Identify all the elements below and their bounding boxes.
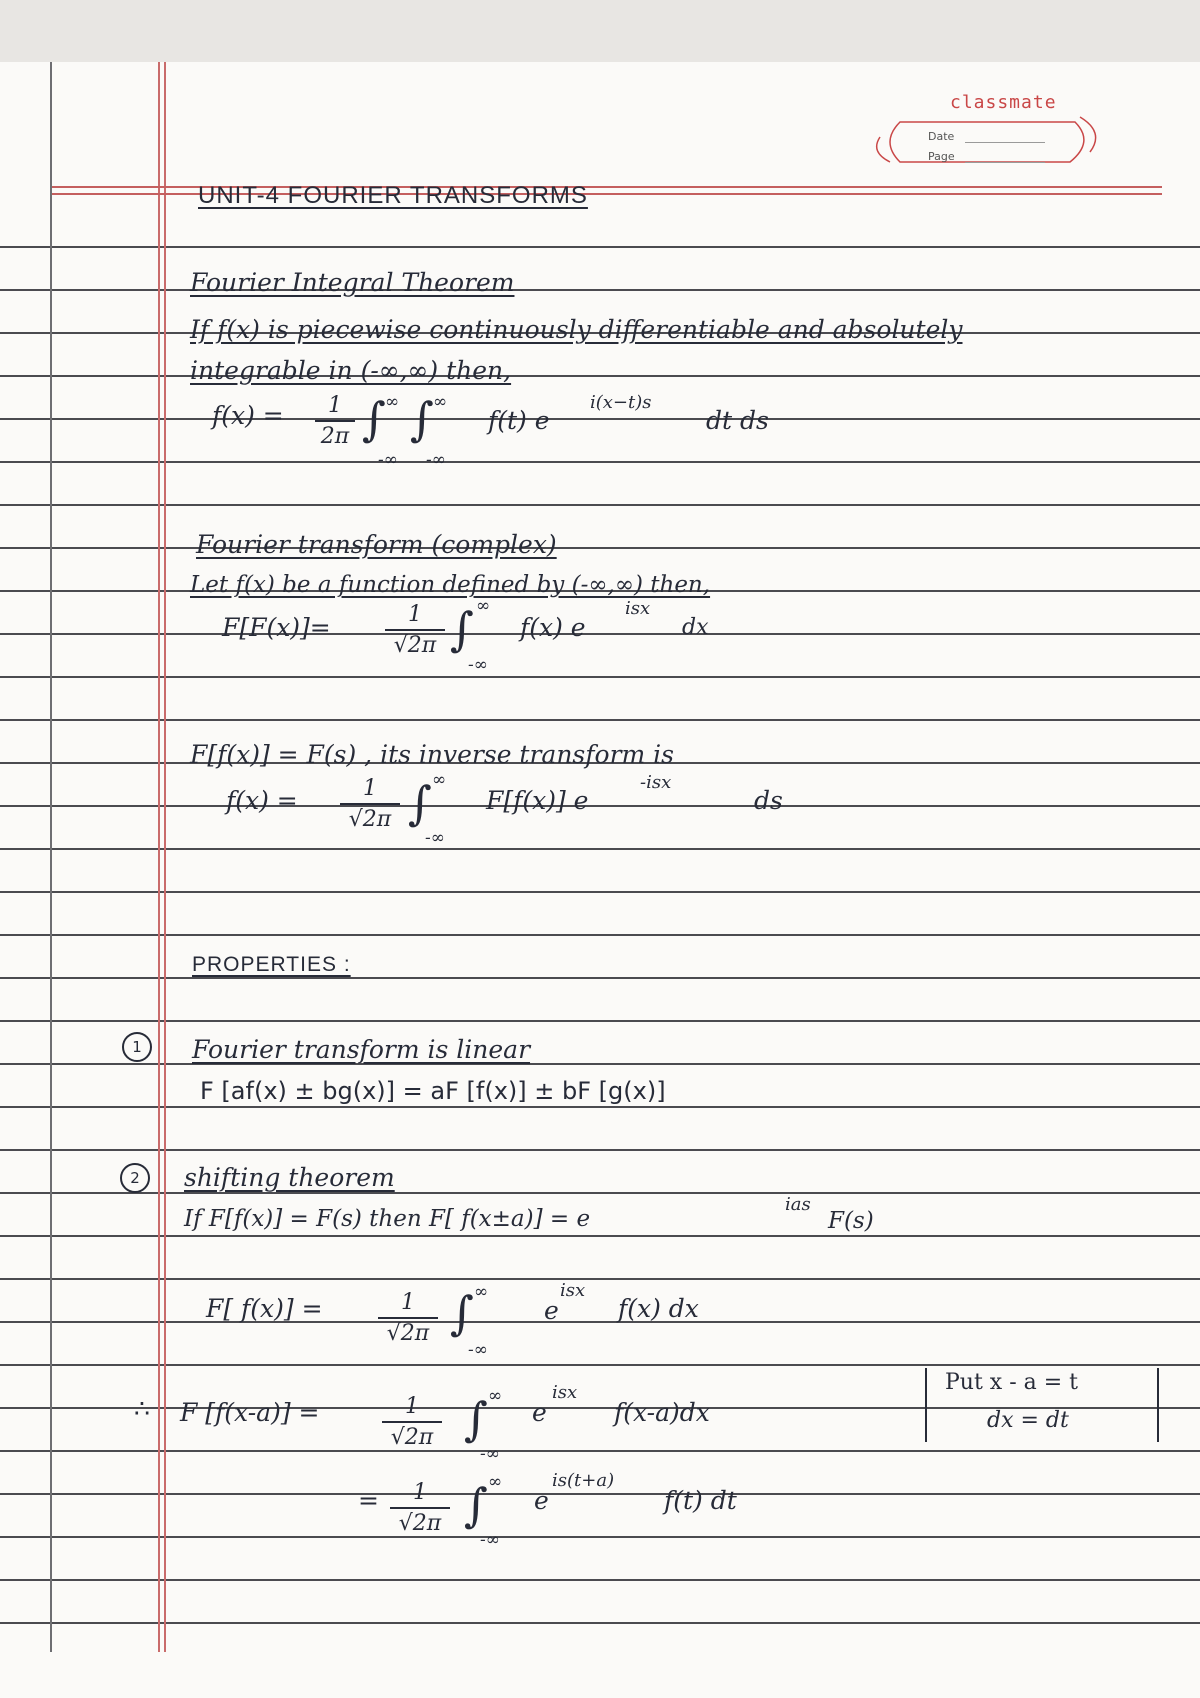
fraction-denominator: √2π <box>386 1321 430 1346</box>
integral-upper: ∞ <box>488 1386 503 1406</box>
property-2-exponent: ias <box>785 1194 811 1215</box>
fraction-numerator: 1 <box>401 1290 415 1315</box>
complex-line-1: Let f(x) be a function defined by (-∞,∞) then, <box>190 572 711 598</box>
theorem-line-2: integrable in (-∞,∞) then, <box>190 356 512 385</box>
theorem-fraction <box>315 393 355 449</box>
complex-lhs: F[F(x)]= <box>222 613 331 642</box>
inverse-lhs: f(x) = <box>226 786 298 815</box>
definition-fraction <box>378 1290 438 1346</box>
integral-lower: -∞ <box>468 655 488 675</box>
step-fraction <box>390 1480 450 1536</box>
fraction-bar <box>385 629 445 631</box>
fraction-denominator: √2π <box>393 633 437 658</box>
date-label: Date <box>928 130 955 143</box>
page-label: Page <box>928 150 955 163</box>
shift-tail: f(x-a)dx <box>614 1398 710 1427</box>
integral-upper: ∞ <box>385 392 400 412</box>
integral-sign: ∫ <box>450 1286 474 1340</box>
complex-heading: Fourier transform (complex) <box>196 530 557 559</box>
substitution-line-2: dx = dt <box>987 1408 1069 1433</box>
integral-lower: -∞ <box>425 828 445 848</box>
integral-lower: -∞ <box>378 450 398 470</box>
fraction-denominator: √2π <box>348 807 392 832</box>
inverse-tail: ds <box>754 786 783 815</box>
page-title: UNIT-4 FOURIER TRANSFORMS <box>198 182 588 209</box>
fraction-bar <box>378 1317 438 1319</box>
integral-upper: ∞ <box>476 596 491 616</box>
step-equals: = <box>358 1486 379 1515</box>
fraction-denominator: 2π <box>320 424 350 449</box>
definition-exponent: isx <box>560 1280 586 1301</box>
item-number: 1 <box>122 1032 152 1062</box>
step-body: e <box>534 1486 549 1515</box>
date-line <box>965 142 1045 143</box>
integral-sign: ∫ <box>362 392 386 446</box>
fraction-bar <box>315 420 355 422</box>
complex-fraction <box>385 602 445 658</box>
property-2-tail: F(s) <box>828 1208 874 1234</box>
integral-upper: ∞ <box>488 1472 503 1492</box>
fraction-bar <box>382 1421 442 1423</box>
theorem-heading: Fourier Integral Theorem <box>190 268 515 297</box>
integral-lower: -∞ <box>468 1340 488 1360</box>
step-exponent: is(t+a) <box>552 1470 615 1491</box>
brand-name: classmate <box>950 92 1057 113</box>
fraction-numerator: 1 <box>405 1394 419 1419</box>
left-page-edge <box>50 62 52 1652</box>
integral-lower: -∞ <box>480 1444 500 1464</box>
integral-sign: ∫ <box>410 392 434 446</box>
definition-tail: f(x) dx <box>618 1294 699 1323</box>
inverse-body: F[f(x)] e <box>486 786 589 815</box>
therefore-symbol: ∴ <box>134 1394 150 1423</box>
fraction-denominator: √2π <box>398 1511 442 1536</box>
fraction-numerator: 1 <box>413 1480 427 1505</box>
definition-lhs: F[ f(x)] = <box>206 1294 323 1323</box>
complex-tail: dx <box>682 615 709 640</box>
inverse-exponent: -isx <box>640 772 672 793</box>
fraction-bar <box>340 803 400 805</box>
definition-body: e <box>544 1296 559 1325</box>
fraction-numerator: 1 <box>408 602 422 627</box>
property-1-title: Fourier transform is linear <box>192 1035 531 1064</box>
theorem-line-1: If f(x) is piecewise continuously differentiable and absolutely <box>190 315 963 344</box>
page-top-edge <box>0 0 1200 62</box>
fraction-bar <box>390 1507 450 1509</box>
margin-line <box>164 62 166 1652</box>
integral-sign: ∫ <box>408 776 432 830</box>
integral-lower: -∞ <box>480 1530 500 1550</box>
theorem-lhs: f(x) = <box>212 401 284 430</box>
complex-body: f(x) e <box>520 613 586 642</box>
property-2-statement: If F[f(x)] = F(s) then F[ f(x±a)] = e <box>184 1206 591 1232</box>
complex-exponent: isx <box>625 598 651 619</box>
integral-upper: ∞ <box>432 770 447 790</box>
theorem-body: f(t) e <box>488 406 550 435</box>
item-number: 2 <box>120 1163 150 1193</box>
fraction-numerator: 1 <box>328 393 342 418</box>
theorem-tail: dt ds <box>706 406 769 435</box>
page-line <box>965 162 1045 163</box>
margin-line <box>158 62 160 1652</box>
classmate-logo <box>870 92 1110 187</box>
shift-lhs: F [f(x-a)] = <box>180 1398 320 1427</box>
integral-upper: ∞ <box>433 392 448 412</box>
integral-lower: -∞ <box>426 450 446 470</box>
properties-heading: PROPERTIES : <box>192 953 351 976</box>
property-2-title: shifting theorem <box>184 1163 395 1192</box>
fraction-denominator: √2π <box>390 1425 434 1450</box>
integral-sign: ∫ <box>450 602 474 656</box>
integral-sign: ∫ <box>464 1478 488 1532</box>
shift-exponent: isx <box>552 1382 578 1403</box>
theorem-exponent: i(x−t)s <box>590 392 652 413</box>
property-1-formula: F [af(x) ± bg(x)] = aF [f(x)] ± bF [g(x)] <box>200 1077 666 1105</box>
shift-body: e <box>532 1398 547 1427</box>
fraction-numerator: 1 <box>363 776 377 801</box>
inverse-fraction <box>340 776 400 832</box>
integral-sign: ∫ <box>464 1392 488 1446</box>
integral-upper: ∞ <box>474 1282 489 1302</box>
step-tail: f(t) dt <box>664 1486 737 1515</box>
inverse-line-1: F[f(x)] = F(s) , its inverse transform is <box>190 740 674 769</box>
substitution-line-1: Put x - a = t <box>945 1370 1079 1395</box>
substitution-box <box>925 1368 1159 1442</box>
shift-fraction <box>382 1394 442 1450</box>
